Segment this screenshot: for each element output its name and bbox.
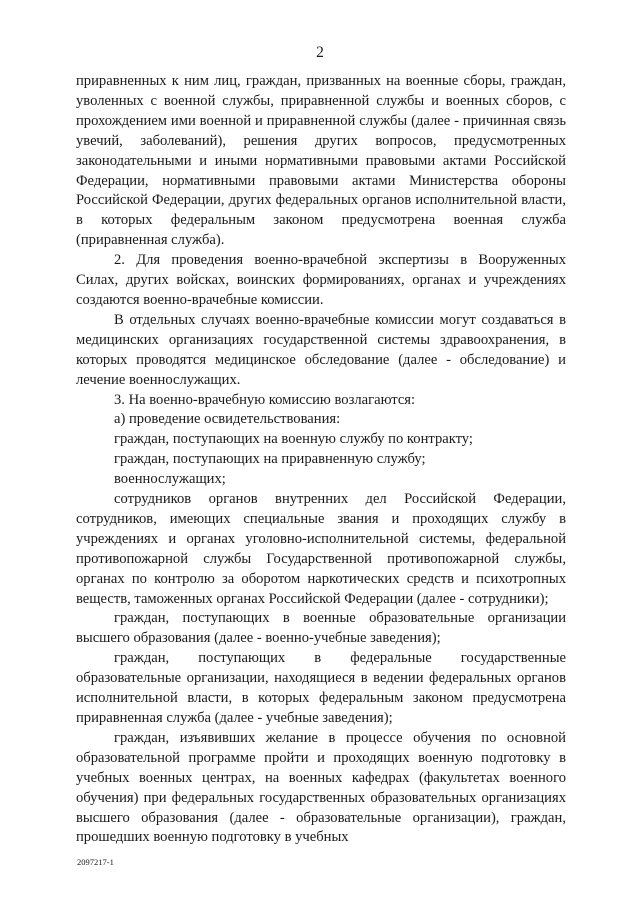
list-item: граждан, поступающих в федеральные государственные образовательные организации, находящиеся в ведении федеральных органов исполнительной власти, в которых федеральным законом предусмотрена приравненная служба (далее - учебные заведения); — [76, 650, 566, 726]
document-body — [76, 72, 566, 848]
list-item: граждан, изъявивших желание в процессе обучения по основной образовательной программе пройти и проходящих военную подготовку в учебных военных центрах, на военных кафедрах (факультетах военного обучения) при федеральных государственных образовательных организациях высшего образования (далее - образовательные организации), граждан, прошедших военную подготовку в учебных — [76, 729, 566, 846]
page-number: 2 — [316, 44, 324, 61]
paragraph-special-cases: В отдельных случаях военно-врачебные комиссии могут создаваться в медицинских организациях государственной системы здравоохранения, в которых проводятся медицинское обследование (далее - обследование) и лечение военнослужащих. — [76, 311, 566, 388]
paragraph-item-3: 3. На военно-врачебную комиссию возлагаются: — [114, 391, 416, 408]
list-item: сотрудников органов внутренних дел Российской Федерации, сотрудников, имеющих специальные звания и проходящих службу в учреждениях и органах уголовно-исполнительной системы, федеральной противопожарной службы Государственной противопожарной службы, органах по контролю за оборотом наркотических средств и психотропных веществ, таможенных органах Российской Федерации (далее - сотрудники); — [76, 491, 566, 607]
document-code: 2097217-1 — [77, 857, 114, 867]
paragraph-item-2: 2. Для проведения военно-врачебной экспертизы в Вооруженных Силах, других войсках, воинских формированиях, органах и учреждениях создаются военно-врачебные комиссии. — [76, 252, 566, 308]
list-item: граждан, поступающих на военную службу по контракту; — [114, 431, 473, 448]
list-item: граждан, поступающих в военные образовательные организации высшего образования (далее - военно-учебные заведения); — [76, 610, 566, 647]
list-item: военнослужащих; — [114, 471, 226, 488]
paragraph-continuation: приравненных к ним лиц, граждан, призванных на военные сборы, граждан, уволенных с военной службы, приравненной службы и военных сборов, с прохождением ими военной и приравненной службы (далее - причинная связь увечий, заболеваний), решения других вопросов, предусмотренных законодательными и иными нормативными правовыми актами Российской Федерации, нормативными правовыми актами Министерства обороны Российской Федерации, других федеральных органов исполнительной власти, в которых федеральным законом предусмотрена военная служба (приравненная служба). — [76, 73, 566, 249]
list-item: граждан, поступающих на приравненную службу; — [114, 451, 426, 468]
subitem-a: а) проведение освидетельствования: — [114, 411, 341, 428]
